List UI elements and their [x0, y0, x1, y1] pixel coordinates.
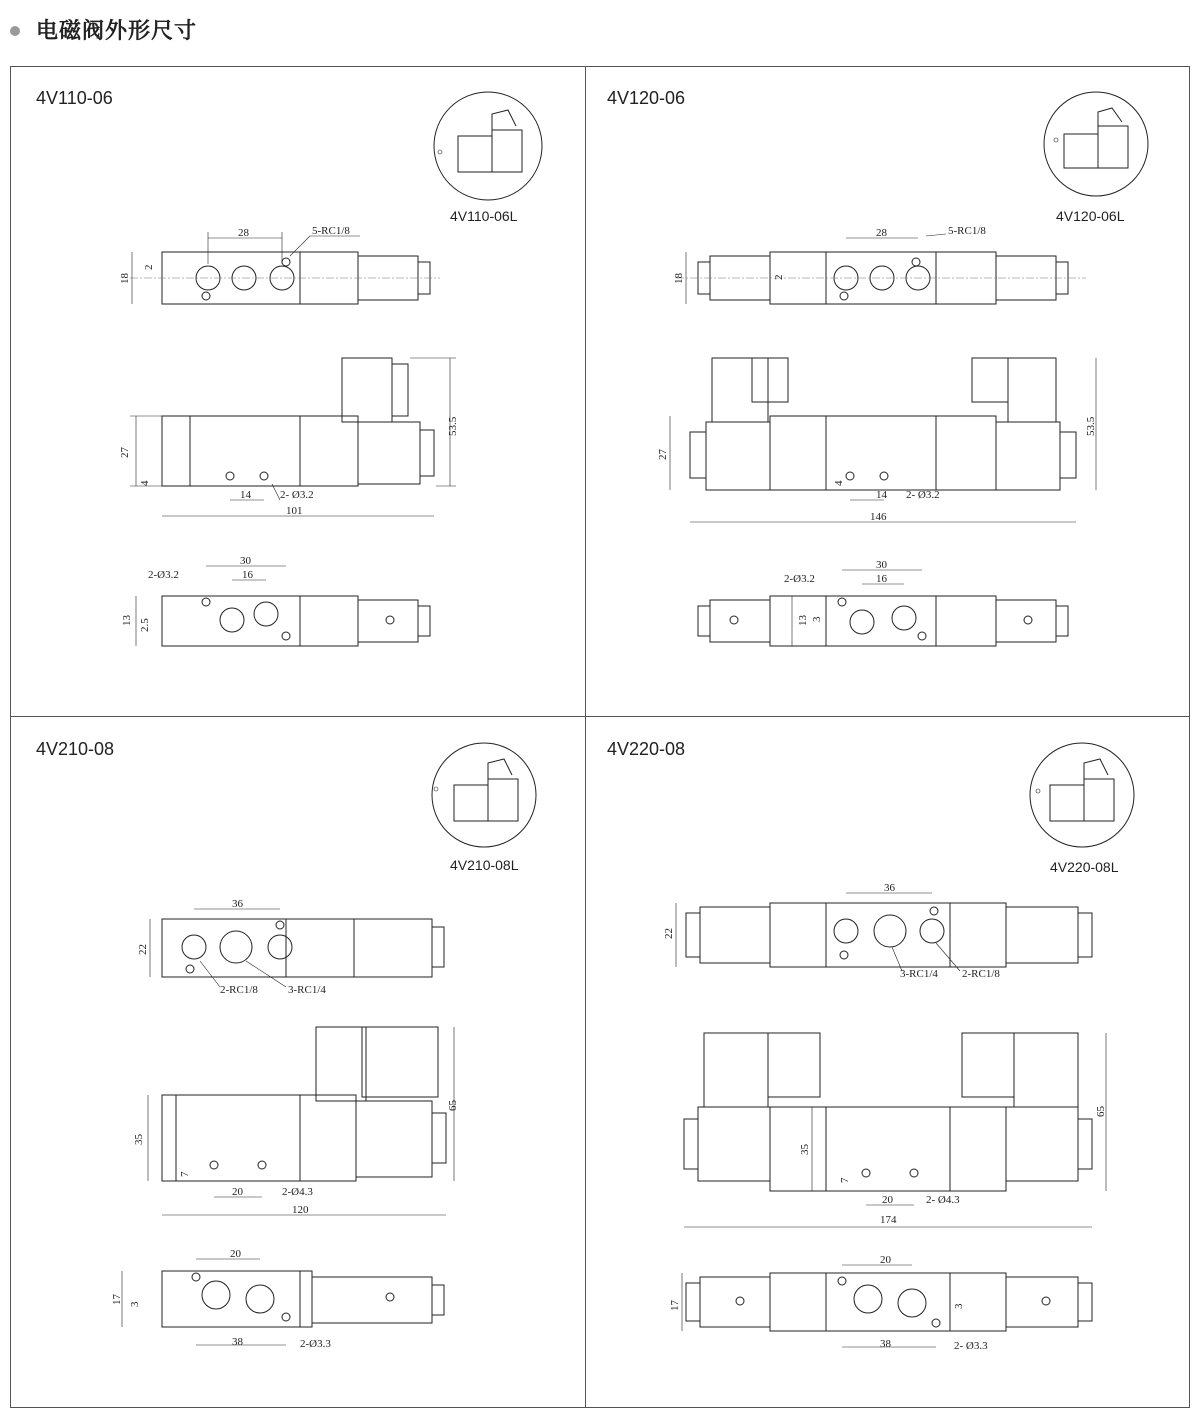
bottom-view: [669, 1254, 1092, 1352]
dim-base: 4: [833, 480, 845, 486]
dim-length: 120: [292, 1204, 309, 1216]
dim-ports-a: 2-RC1/8: [220, 984, 258, 996]
dim-total-height: 65: [447, 1100, 459, 1111]
dim-holes: 2- Ø4.3: [926, 1194, 960, 1206]
panel-4v210-08: [10, 717, 585, 1408]
dim-holes: 2-Ø3.2: [784, 573, 815, 585]
bottom-view: [121, 555, 430, 646]
dim-span1: 20: [880, 1254, 891, 1266]
dim-holes: 2-Ø4.3: [282, 1186, 313, 1198]
dim-pitch: 28: [876, 227, 887, 239]
drawing-4v110-06: [10, 66, 585, 716]
dim-holes: 2- Ø3.2: [280, 489, 314, 501]
dim-height: 27: [119, 447, 131, 458]
bottom-view: [698, 559, 1068, 646]
dim-height: 22: [663, 928, 675, 939]
dim-total-height: 53.5: [447, 416, 459, 436]
dim-offset: 2: [143, 264, 155, 270]
dim-length: 146: [870, 511, 887, 523]
bottom-view: [111, 1248, 444, 1350]
dim-spacing: 14: [876, 489, 887, 501]
dim-pitch: 36: [232, 898, 243, 910]
dim-ports: 5-RC1/8: [948, 225, 986, 237]
inset-detail: [432, 743, 536, 847]
dim-span2: 16: [242, 569, 253, 581]
bullet-icon: [10, 26, 20, 36]
model-label: 4V210-08: [36, 739, 115, 759]
dim-base: 7: [179, 1171, 191, 1177]
dim-pitch: 36: [884, 882, 895, 894]
drawing-4v120-06: [586, 66, 1190, 716]
dim-ports-a: 3-RC1/4: [900, 968, 938, 980]
dim-spacing: 20: [882, 1194, 893, 1206]
dim-height: 35: [133, 1134, 145, 1145]
dim-offset: 3: [953, 1303, 965, 1309]
dim-holes: 2-Ø3.2: [148, 569, 179, 581]
dim-height: 17: [111, 1294, 123, 1305]
panel-4v110-06: [10, 66, 585, 716]
drawing-4v220-08: [586, 717, 1190, 1408]
dim-span2: 16: [876, 573, 887, 585]
drawing-4v210-08: [10, 717, 585, 1408]
dim-ports-b: 3-RC1/4: [288, 984, 326, 996]
page-header: [0, 0, 1200, 64]
panel-4v220-08: [586, 717, 1190, 1408]
dim-offset: 3: [811, 616, 823, 622]
model-label: 4V120-06: [607, 88, 686, 108]
dim-pitch: 28: [238, 227, 249, 239]
model-label: 4V110-06: [36, 88, 113, 108]
dim-span2: 38: [880, 1338, 891, 1350]
inset-detail: [434, 92, 542, 200]
dim-length: 174: [880, 1214, 897, 1226]
inset-detail: [1044, 92, 1148, 196]
front-view: [684, 1033, 1107, 1227]
dim-span1: 20: [230, 1248, 241, 1260]
top-view: [663, 882, 1092, 980]
dim-height: 18: [119, 273, 131, 284]
dim-height: 18: [673, 273, 685, 284]
dim-span1: 30: [240, 555, 251, 567]
front-view: [119, 358, 459, 517]
dim-length: 101: [286, 505, 303, 517]
dim-base: 4: [139, 480, 151, 486]
dim-ports-b: 2-RC1/8: [962, 968, 1000, 980]
model-label: 4V220-08: [607, 739, 686, 759]
front-view: [657, 358, 1097, 523]
top-view: [137, 898, 444, 996]
front-view: [133, 1027, 459, 1216]
variant-label: 4V110-06L: [450, 208, 518, 224]
page-title: 电磁阀外形尺寸: [36, 19, 198, 44]
top-view: [673, 225, 1086, 304]
dim-holes: 2- Ø3.3: [954, 1340, 988, 1352]
dim-height: 13: [121, 615, 133, 626]
dim-height: 17: [669, 1300, 681, 1311]
dim-holes: 2- Ø3.2: [906, 489, 940, 501]
variant-label: 4V210-08L: [450, 857, 519, 873]
dim-holes: 2-Ø3.3: [300, 1338, 331, 1350]
dim-total-height: 53.5: [1085, 416, 1097, 436]
dim-spacing: 20: [232, 1186, 243, 1198]
panel-4v120-06: [586, 66, 1190, 716]
dim-ports: 5-RC1/8: [312, 225, 350, 237]
top-view: [119, 225, 440, 304]
dim-height: 27: [657, 449, 669, 460]
dim-base: 7: [839, 1177, 851, 1183]
dim-height: 35: [799, 1144, 811, 1155]
dim-offset: 2: [773, 274, 785, 280]
dim-total-height: 65: [1095, 1106, 1107, 1117]
variant-label: 4V120-06L: [1056, 208, 1125, 224]
dim-span1: 30: [876, 559, 887, 571]
inset-detail: [1030, 743, 1134, 847]
dim-height: 22: [137, 944, 149, 955]
dim-spacing: 14: [240, 489, 251, 501]
dim-height: 13: [797, 615, 809, 626]
dim-span2: 38: [232, 1336, 243, 1348]
dim-offset: 3: [129, 1301, 141, 1307]
dim-offset: 2.5: [139, 618, 151, 632]
variant-label: 4V220-08L: [1050, 859, 1119, 875]
